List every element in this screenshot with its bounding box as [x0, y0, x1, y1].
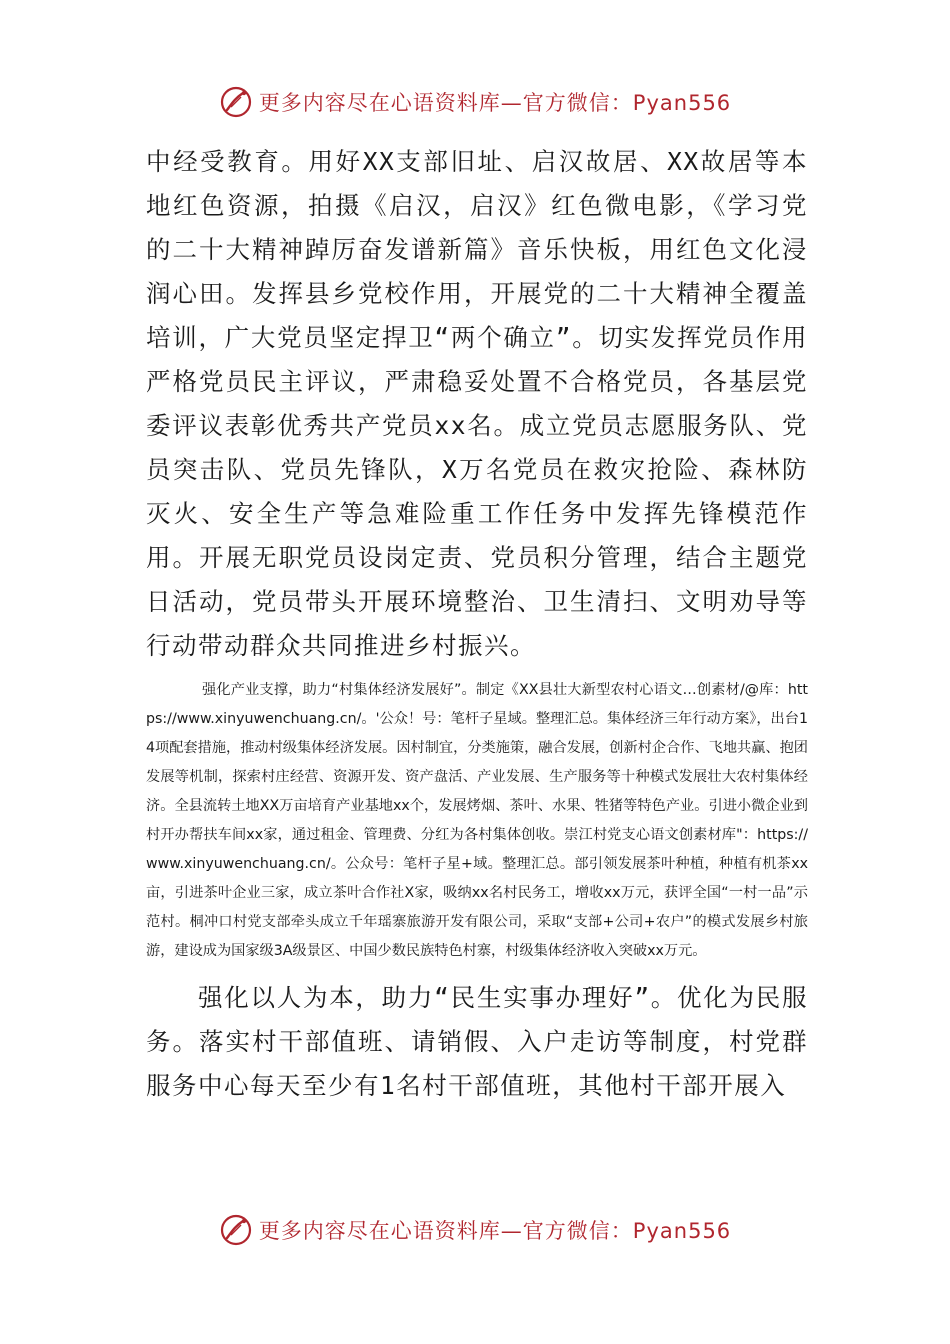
header-banner-text: 更多内容尽在心语资料库—官方微信：Pyan556 [258, 91, 732, 115]
header-banner [0, 82, 950, 122]
paragraph-people-livelihood: 强化以人为本，助力“民生实事办理好”。优化为民服务。落实村干部值班、请销假、入户走访等制度，村党群服务中心每天至少有1名村干部值班，其他村干部开展入 [146, 983, 808, 1100]
paragraph-industry-support: 强化产业支撑，助力“村集体经济发展好”。制定《XX县壮大新型农村心语文…创素材/@库：https://www.xinyuwenchuang.cn/。'公众！号：笔杆子星域。整理汇总。集体经济三年行动方案》，出台14项配套措施，推动村级集体经济发展。因村制宜，分类施策，融合发展，创新村企合作、飞地共赢、抱团发展等机制，探索村庄经营、资源开发、资产盘活、产业发展、生产服务等十种模式发展壮大农村集体经济。全县流转土地XX万亩培育产业基地xx个，发展烤烟、茶叶、水果、牲猪等特色产业。引进小微企业到村开办帮扶车间xx家，通过租金、管理费、分红为各村集体创收。崇江村党支心语文创素材库"：https://www.xinyuwenchuang.cn/。公众号：笔杆子星+域。整理汇总。部引领发展茶叶种植，种植有机茶xx亩，引进茶叶企业三家，成立茶叶合作社X家，吸纳xx名村民务工，增收xx万元，获评全国“一村一品”示范村。桐冲口村党支部牵头成立千年瑶寨旅游开发有限公司，采取“支部+公司+农户”的模式发展乡村旅游，建设成为国家级3A级景区、中国少数民族特色村寨，村级集体经济收入突破xx万元。 [146, 682, 808, 959]
footer-banner-text: 更多内容尽在心语资料库—官方微信：Pyan556 [258, 1219, 732, 1243]
footer-banner [0, 1210, 950, 1250]
pen-logo-icon [219, 1213, 253, 1247]
document-body [146, 140, 808, 1108]
pen-logo-icon [219, 85, 253, 119]
paragraph-party-education: 中经受教育。用好XX支部旧址、启汉故居、XX故居等本地红色资源，拍摄《启汉，启汉》红色微电影，《学习党的二十大精神踔厉奋发谱新篇》音乐快板，用红色文化浸润心田。发挥县乡党校作用，开展党的二十大精神全覆盖培训，广大党员坚定捍卫“两个确立”。切实发挥党员作用严格党员民主评议，严肃稳妥处置不合格党员，各基层党委评议表彰优秀共产党员xx名。成立党员志愿服务队、党员突击队、党员先锋队，X万名党员在救灾抢险、森林防灭火、安全生产等急难险重工作任务中发挥先锋模范作用。开展无职党员设岗定责、党员积分管理，结合主题党日活动，党员带头开展环境整治、卫生清扫、文明劝导等行动带动群众共同推进乡村振兴。 [146, 147, 808, 660]
